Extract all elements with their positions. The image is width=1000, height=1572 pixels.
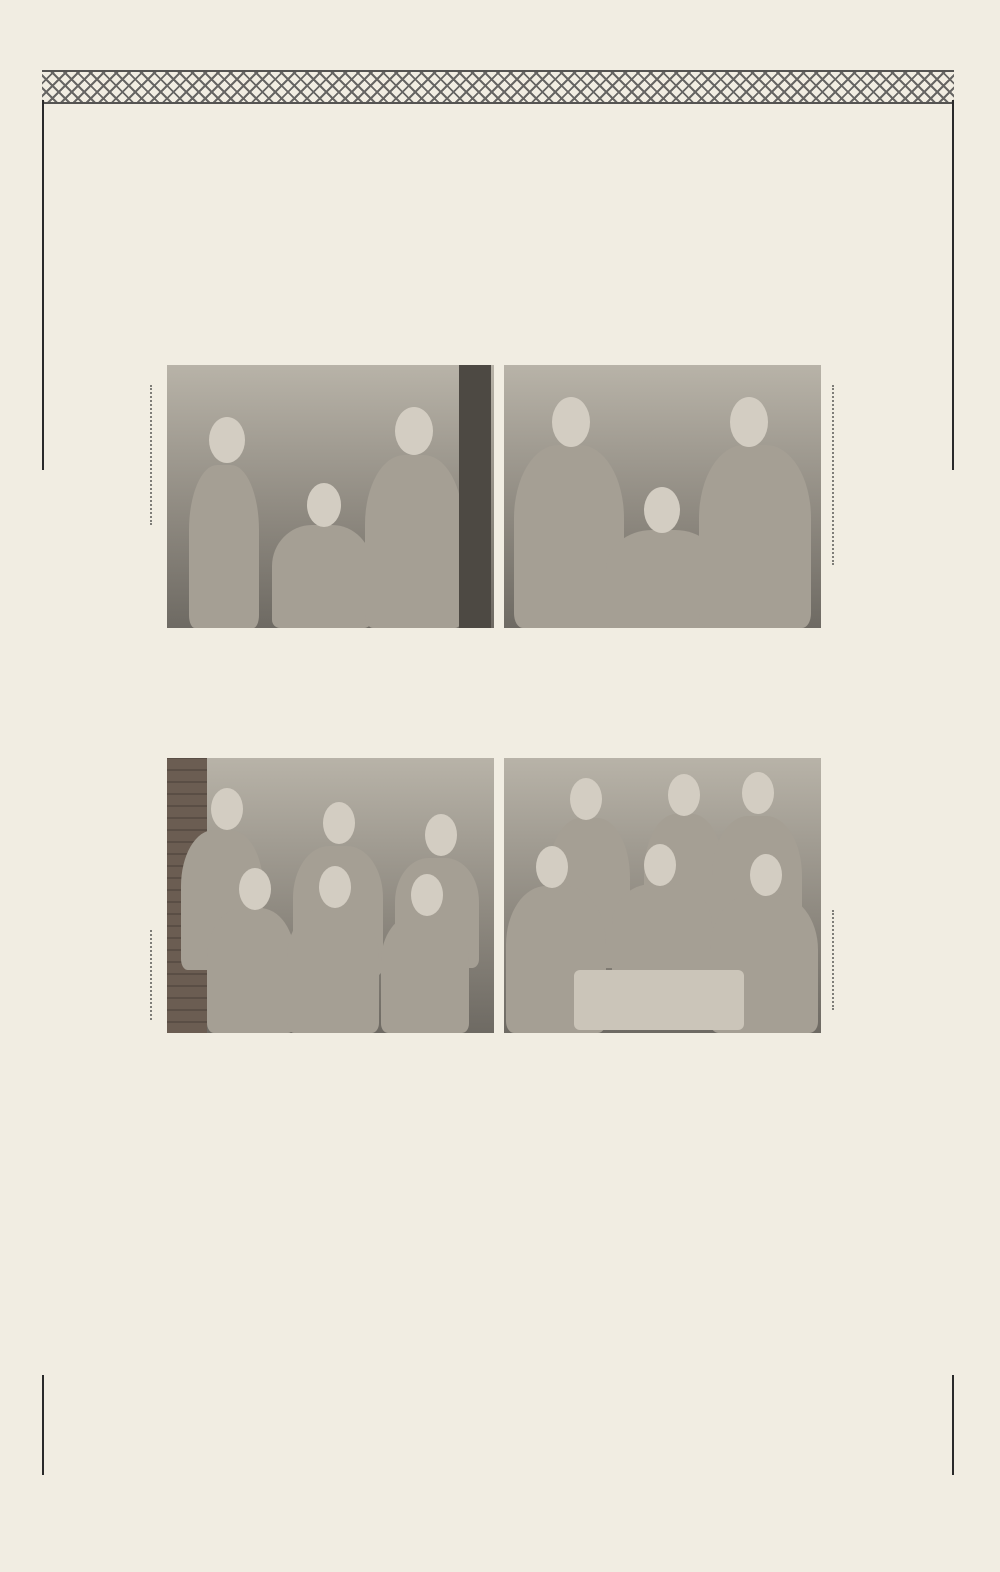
frame-left-bottom <box>42 1375 44 1475</box>
group-photo-20 <box>167 758 494 1033</box>
frame-right-top <box>952 100 954 470</box>
group-photo-21 <box>504 758 821 1033</box>
frame-left-top <box>42 100 44 470</box>
top-ornament-border <box>42 70 954 104</box>
vine-ornament-right <box>832 385 852 565</box>
vine-ornament-right-lower <box>832 910 852 1010</box>
frame-right-bottom <box>952 1375 954 1475</box>
group-photo-19 <box>504 365 821 628</box>
group-photo-18 <box>167 365 494 628</box>
